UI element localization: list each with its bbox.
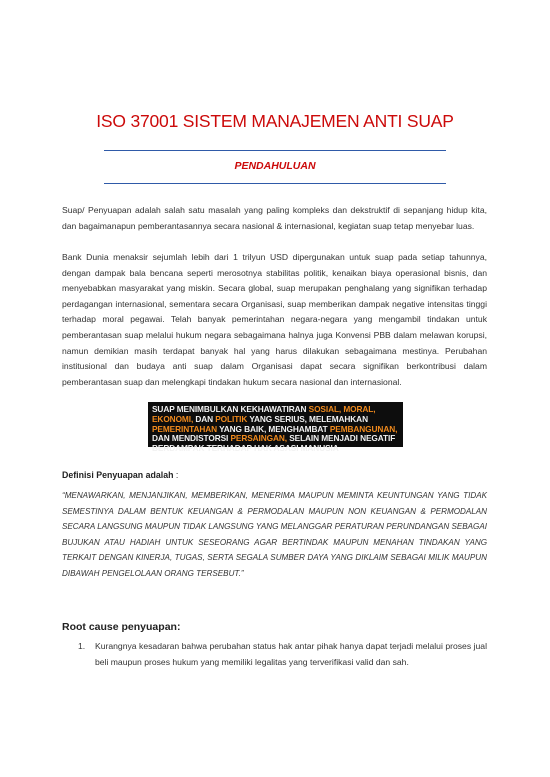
banner-text: DAN MENDISTORSI xyxy=(152,433,231,444)
banner-highlight: PEMBANGUNAN, xyxy=(329,423,398,434)
world-bank-paragraph: Bank Dunia menaksir sejumlah lebih dari 1 trilyun USD dipergunakan untuk suap pada setiap tahunnya, dengan dampak bala bencana seperti merosotnya stabilitas politik, kenaikan biaya operasional bisnis, dan menyebabkan masyarakat yang miskin. Secara global, suap merupakan penghalang yang signifikan terhadap perdagangan internasional, sementara secara Organisasi, suap memberikan dampak negative intensitas tinggi terhadap moral pegawai. Telah banyak pemerintahan negara-negara yang mengambil tindakan untuk pemberantasan suap melalui hukum negara sebagaimana halnya juga Konvensi PBB dalam melawan korupsi, namun demikian masih terdapat banyak hal yang harus dilakukan sebagaimana mestinya. Perubahan institusional dan budaya anti suap dalam Organisasi dapat secara signifikan berkontribusi dalam pemberantasan suap dan melengkapi tindakan hukum secara nasional dan internasional. xyxy=(62,252,487,387)
list-item-text: Kurangnya kesadaran bahwa perubahan status hak antar pihak hanya dapat terjadi melalui proses jual beli maupun proses hukum yang memiliki legalitas yang terverifikasi valid dan sah. xyxy=(95,641,487,667)
banner-highlight: SOSIAL, MORAL, EKONOMI, xyxy=(152,404,376,424)
banner-text: YANG SERIUS, MELEMAHKAN xyxy=(247,413,368,424)
banner-highlight: PERSAINGAN, xyxy=(230,433,287,444)
banner-text: DAN xyxy=(193,413,216,424)
divider-top xyxy=(104,150,446,151)
document-title: ISO 37001 SISTEM MANAJEMEN ANTI SUAP xyxy=(96,111,454,131)
banner-highlight: PEMERINTAHAN xyxy=(152,423,218,434)
definition-label xyxy=(62,470,178,480)
intro-paragraph: Suap/ Penyuapan adalah salah satu masalah yang paling kompleks dan dekstruktif di sepanjang hidup kita, dan bagaimanapun pemberantasannya secara nasional & internasional, kegiatan suap tetap menyebar luas. xyxy=(62,205,487,231)
definition-quote: “MENAWARKAN, MENJANJIKAN, MEMBERIKAN, MENERIMA MAUPUN MEMINTA KEUNTUNGAN YANG TIDAK SEMESTINYA DALAM BENTUK KEUANGAN & PERMODALAN MAUPUN NON KEUANGAN & PERMODALAN SECARA LANGSUNG MAUPUN TIDAK LANGSUNG YANG MELANGGAR PERATURAN PERUNDANGAN SEBAGAI BUJUKAN ATAU HADIAH UNTUK SESEORANG AGAR BERTINDAK MAUPUN MENAHAN TINDAKAN YANG TERKAIT DENGAN KINERJA, TUGAS, SERTA SEGALA SUMBER DAYA YANG DIKLAIM SEBAGAI MILIK MAUPUN DIBAWAH PENGELOLAAN ORANG TERSEBUT.” xyxy=(62,491,487,578)
bribery-impact-banner xyxy=(148,402,403,454)
list-item-number: 1. xyxy=(78,641,86,651)
divider-bottom xyxy=(104,183,446,184)
definition-colon: : xyxy=(173,470,179,480)
banner-highlight: POLITIK xyxy=(215,413,248,424)
banner-text: SUAP MENIMBULKAN KEKHAWATIRAN xyxy=(152,404,309,414)
definition-heading: Definisi Penyuapan adalah xyxy=(62,470,174,480)
banner-text: SELAIN MENJADI NEGATIF BERDAMPAK TERHADAP HAK ASASI MANUSIA xyxy=(152,433,396,454)
section-subtitle: PENDAHULUAN xyxy=(234,160,316,172)
banner-text: YANG BAIK, MENGHAMBAT xyxy=(217,423,330,434)
root-cause-heading: Root cause penyuapan: xyxy=(62,621,181,633)
